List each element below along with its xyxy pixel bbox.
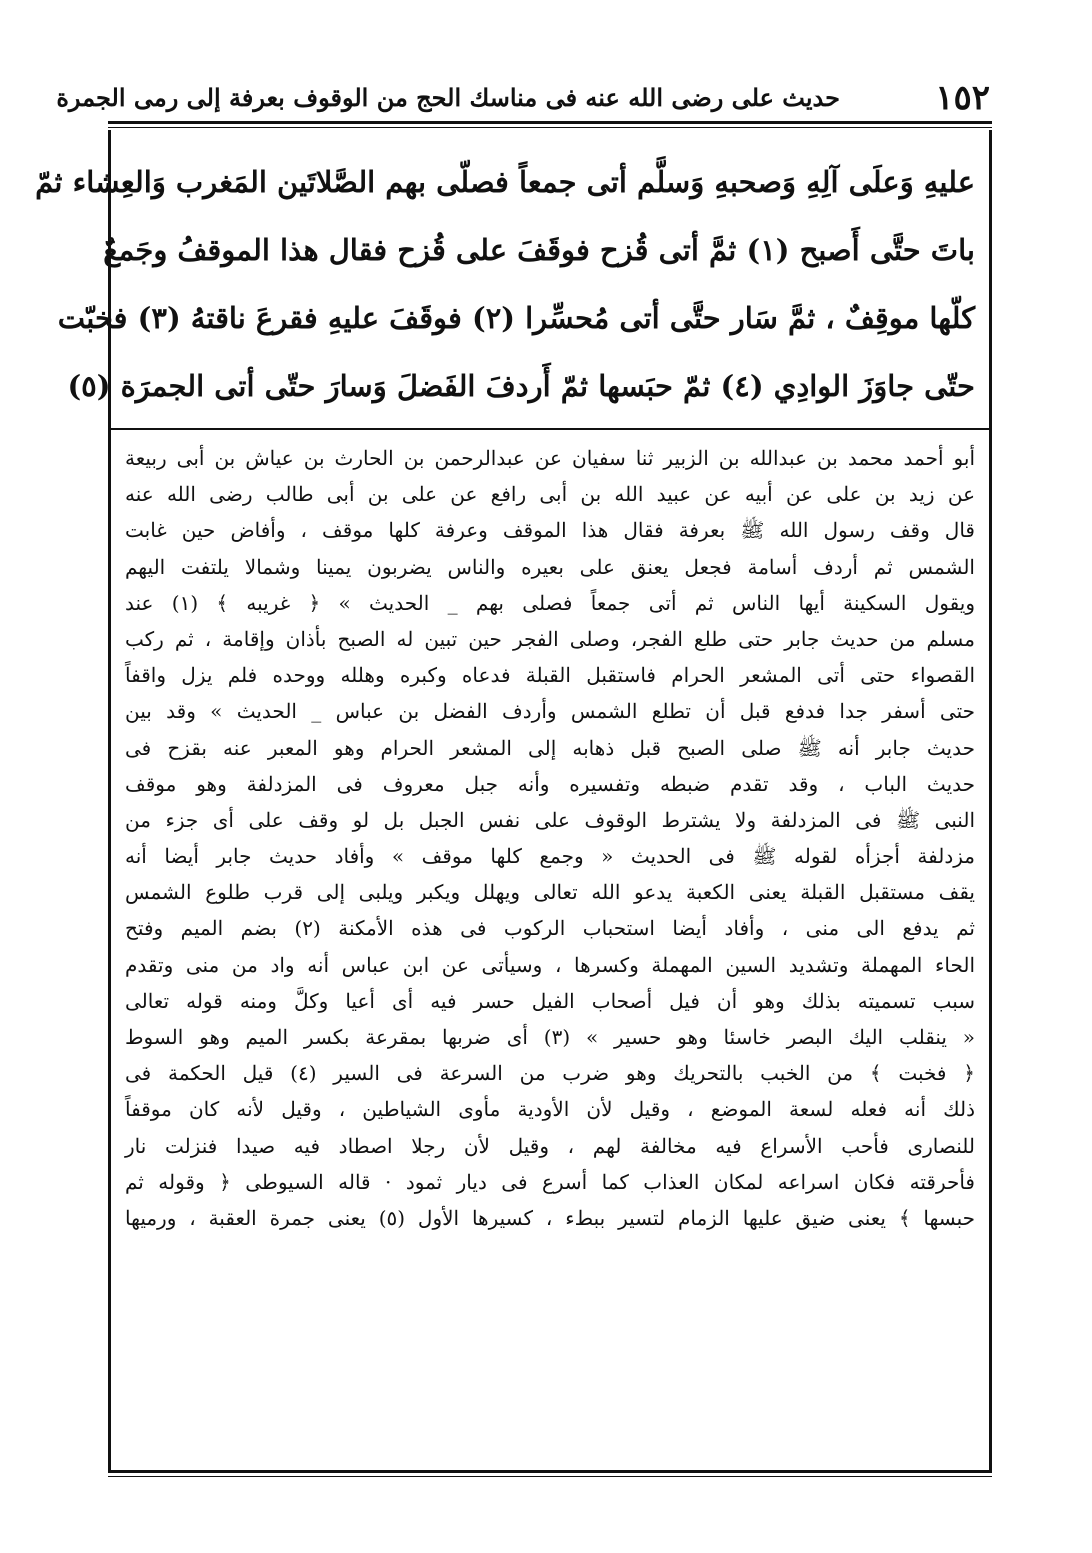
commentary-line: مسلم من حديث جابر حتى طلع الفجر، وصلى الفجر حين تبين له الصبح بأذان وإقامة ، ثم ركب [125,626,975,651]
commentary-line: حتى أسفر جدا فدفع قبل أن تطلع الشمس وأردف الفضل بن عباس _ الحديث » وقد بين [125,699,975,724]
commentary-line: سبب تسميته بذلك وهو أن فيل أصحاب الفيل حسر فيه أى أعيا وكلَّ ومنه قوله تعالى [125,988,975,1013]
commentary-line: فأحرقته فكان اسراعه لمكان العذاب كما أسرع فى ديار ثمود · قاله السيوطى ﴿ وقوله ثم [125,1169,975,1194]
header-rule-thin [108,127,992,128]
page-number: ١٥٢ [935,78,990,118]
running-title: حديث على رضى الله عنه فى مناسك الحج من الوقوف بعرفة إلى رمى الجمرة [56,83,840,112]
commentary-line: للنصارى فأحب الأسراع فيه مخالفة لهم ، وقيل لأن رجلا اصطاد فيه صيدا فنزلت نار [125,1133,975,1158]
footer-rule-thick [108,1470,992,1473]
commentary-line: يقف مستقبل القبلة يعنى الكعبة يدعو الله تعالى ويهلل ويكبر ويلبى إلى قرب طلوع الشمس [125,880,975,905]
hadith-text [35,148,975,420]
commentary-line: ﴿ فخبت ﴾ من الخبب بالتحريك وهو ضرب من السرعة فى السير (٤) قيل الحكمة فى [125,1061,975,1086]
commentary-line: النبى ﷺ فى المزدلفة ولا يشترط الوقوف على نفس الجبل بل لو وقف على أى جزء من [125,807,975,832]
commentary-line: أبو أحمد محمد بن عبدالله بن الزبير ثنا سفيان عن عبدالرحمن بن الحارث بن عياش بن أبى ربيعة [125,446,975,470]
commentary-line: حبسها ﴾ يعنى ضيق عليها الزمام لتسير ببطء ، كسيرها الأول (٥) يعنى جمرة العقبة ، ورميها [125,1205,975,1230]
frame-right-rule [989,130,992,1470]
commentary-line: « ينقلب اليك البصر خاسئا وهو حسير » (٣) أى ضربها بمقرعة بكسر الميم وهو السوط [125,1025,975,1049]
commentary-line: ويقول السكينة أيها الناس ثم أتى جمعاً فصلى بهم _ الحديث » ﴿ غريبه ﴾ (١) عند [125,590,975,615]
commentary-line: حديث جابر أنه ﷺ صلى الصبح قبل ذهابه إلى المشعر الحرام وهو المعبر عنه بقزح فى [125,735,975,760]
commentary-line: الشمس ثم أردف أسامة فجعل يعنق على بعيره والناس يضربون يمينا وشمالا يلتفت اليهم [125,554,975,579]
commentary-line: القصواء حتى أتى المشعر الحرام فاستقبل القبلة فدعاه وكبره وهلله ووحده فلم يزل واقفاً [125,663,975,688]
hadith-line: حتّى جاوَزَ الوادِي (٤) ثمّ حبَسها ثمّ أَردفَ الفَضلَ وَسارَ حتّى أتى الجمرَة (٥) [67,369,975,403]
commentary-text [125,440,975,1236]
commentary-line: ثم يدفع الى منى ، وأفاد أيضا استحباب الركوب فى هذه الأمكنة (٢) بضم الميم وفتح [125,916,975,941]
commentary-line: حديث الباب ، وقد تقدم ضبطه وتفسيره وأنه جبل معروف فى المزدلفة وهو موقف [125,771,975,796]
page-header [56,78,990,118]
footer-rule-thin [108,1476,992,1477]
commentary-line: ذلك أنه فعله لسعة الموضع ، وقيل لأن الأودية مأوى الشياطين ، وقيل لأنه كان موقفاً [125,1097,975,1122]
header-rule-thick [108,121,992,124]
hadith-line: عليهِ وَعلَى آلِهِ وَصحبهِ وَسلَّم أتى جمعاً فصلّى بهم الصَّلاتَين المَغرب وَالعِشاء ثمّ [35,165,975,199]
commentary-line: قال وقف رسول الله ﷺ بعرفة فقال هذا الموقف وعرفة كلها موقف ، وأفاض حين غابت [125,518,975,543]
commentary-line: الحاء المهملة وتشديد السين المهملة وكسرها ، وسيأتى عن ابن عباس أنه واد من منى وتقدم [125,952,975,977]
section-divider [108,428,992,430]
hadith-line: باتَ حتَّى أَصبح (١) ثمَّ أتى قُزح فوقَفَ على قُزح فقال هذا الموقفُ وجَمعٌ [103,233,975,267]
commentary-line: عن زيد بن على عن أبيه عن عبيد الله بن أبى رافع عن على بن أبى طالب رضى الله عنه [125,482,975,507]
commentary-line: مزدلفة أجزأه لقوله ﷺ فى الحديث « وجمع كلها موقف » وأفاد حديث جابر أيضا أنه [125,844,975,869]
hadith-line: كلّها موقِفٌ ، ثمَّ سَار حتَّى أتى مُحسِّرا (٢) فوقَفَ عليهِ فقرعَ ناقتهُ (٣) فخبّت [57,301,975,335]
